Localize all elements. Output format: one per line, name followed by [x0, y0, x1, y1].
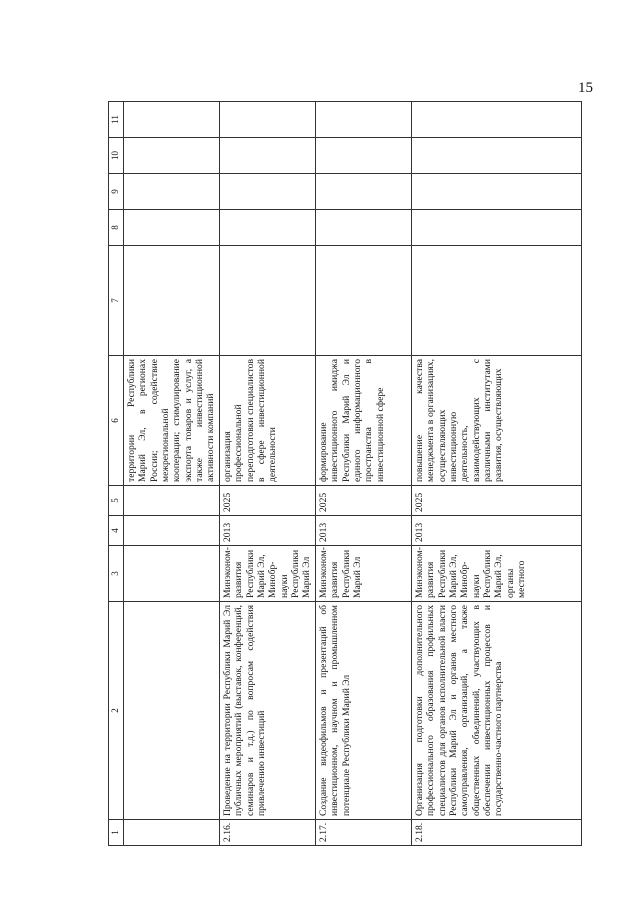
- col-10: [124, 138, 220, 174]
- col-header-4: 4: [109, 516, 124, 546]
- col-9: [220, 174, 316, 210]
- expected-result: повышение качества менеджмента в организациях, осуществляющих инвестиционную деятельность, взаимодействующих с различными институтами развития, осуществляющих: [412, 356, 582, 486]
- col-header-8: 8: [109, 210, 124, 246]
- col-8: [316, 210, 412, 246]
- col-9: [124, 174, 220, 210]
- col-header-9: 9: [109, 174, 124, 210]
- table-row: [412, 102, 582, 846]
- col-8: [124, 210, 220, 246]
- end-year: 2025: [412, 486, 582, 516]
- header-row: [109, 102, 124, 846]
- col-header-11: 11: [109, 102, 124, 138]
- col-11: [316, 102, 412, 138]
- expected-result: формирование инвестиционного имиджа Республики Марий Эл и единого информационного пространства в инвестиционной сфере: [316, 356, 412, 486]
- page-number: 15: [578, 80, 593, 96]
- col-7: [124, 246, 220, 356]
- col-header-3: 3: [109, 546, 124, 602]
- start-year: [124, 516, 220, 546]
- col-10: [220, 138, 316, 174]
- col-header-2: 2: [109, 602, 124, 820]
- col-11: [412, 102, 582, 138]
- row-number: 2.18.: [412, 820, 582, 846]
- table-row: [220, 102, 316, 846]
- table-row: [124, 102, 220, 846]
- executor: Минэконом-развития Республики Марий Эл: [316, 546, 412, 602]
- col-7: [412, 246, 582, 356]
- col-10: [412, 138, 582, 174]
- col-8: [412, 210, 582, 246]
- executor: Минэконом-развития Республики Марий Эл, Минобр-науки Республики Марий Эл: [220, 546, 316, 602]
- row-number: [124, 820, 220, 846]
- col-header-6: 6: [109, 356, 124, 486]
- measure-name: Создание видеофильмов и презентаций об инвестиционном, научном и промышленном потенциале Республики Марий Эл: [316, 602, 412, 820]
- col-11: [124, 102, 220, 138]
- col-header-1: 1: [109, 820, 124, 846]
- start-year: 2013: [316, 516, 412, 546]
- end-year: [124, 486, 220, 516]
- executor: [124, 546, 220, 602]
- measure-name: Организация подготовки дополнительного профессионального образования профильных специалистов для органов исполнительной власти Республики Марий Эл и органов местного самоуправления, организаций, а также общественных объединений, участвующих в обеспечении инвестиционных процессов и государственно-частного партнерства: [412, 602, 582, 820]
- col-header-10: 10: [109, 138, 124, 174]
- measure-name: Проведение на территории Республики Марий Эл публичных мероприятий (выставок, конференций, семинаров и т.д.) по вопросам содействия привлечению инвестиций: [220, 602, 316, 820]
- expected-result: организация профессиональной переподготовки специалистов в сфере инвестиционной деятельности: [220, 356, 316, 486]
- executor: Минэконом-развития Республики Марий Эл, Минобр-науки Республики Марий Эл, органы местного: [412, 546, 582, 602]
- row-number: 2.17.: [316, 820, 412, 846]
- end-year: 2025: [316, 486, 412, 516]
- end-year: 2025: [220, 486, 316, 516]
- col-9: [412, 174, 582, 210]
- col-11: [220, 102, 316, 138]
- row-number: 2.16.: [220, 820, 316, 846]
- measures-table: [108, 101, 582, 846]
- col-header-5: 5: [109, 486, 124, 516]
- start-year: 2013: [220, 516, 316, 546]
- col-9: [316, 174, 412, 210]
- table-row: [316, 102, 412, 846]
- col-7: [220, 246, 316, 356]
- col-10: [316, 138, 412, 174]
- table-rotator: [108, 102, 582, 846]
- col-8: [220, 210, 316, 246]
- measure-name: [124, 602, 220, 820]
- col-7: [316, 246, 412, 356]
- start-year: 2013: [412, 516, 582, 546]
- expected-result: территории Республики Марий Эл, в регионах России; содействие межрегиональной кооперации; стимулирование экспорта товаров и услуг, а также инвестиционной активности компаний: [124, 356, 220, 486]
- col-header-7: 7: [109, 246, 124, 356]
